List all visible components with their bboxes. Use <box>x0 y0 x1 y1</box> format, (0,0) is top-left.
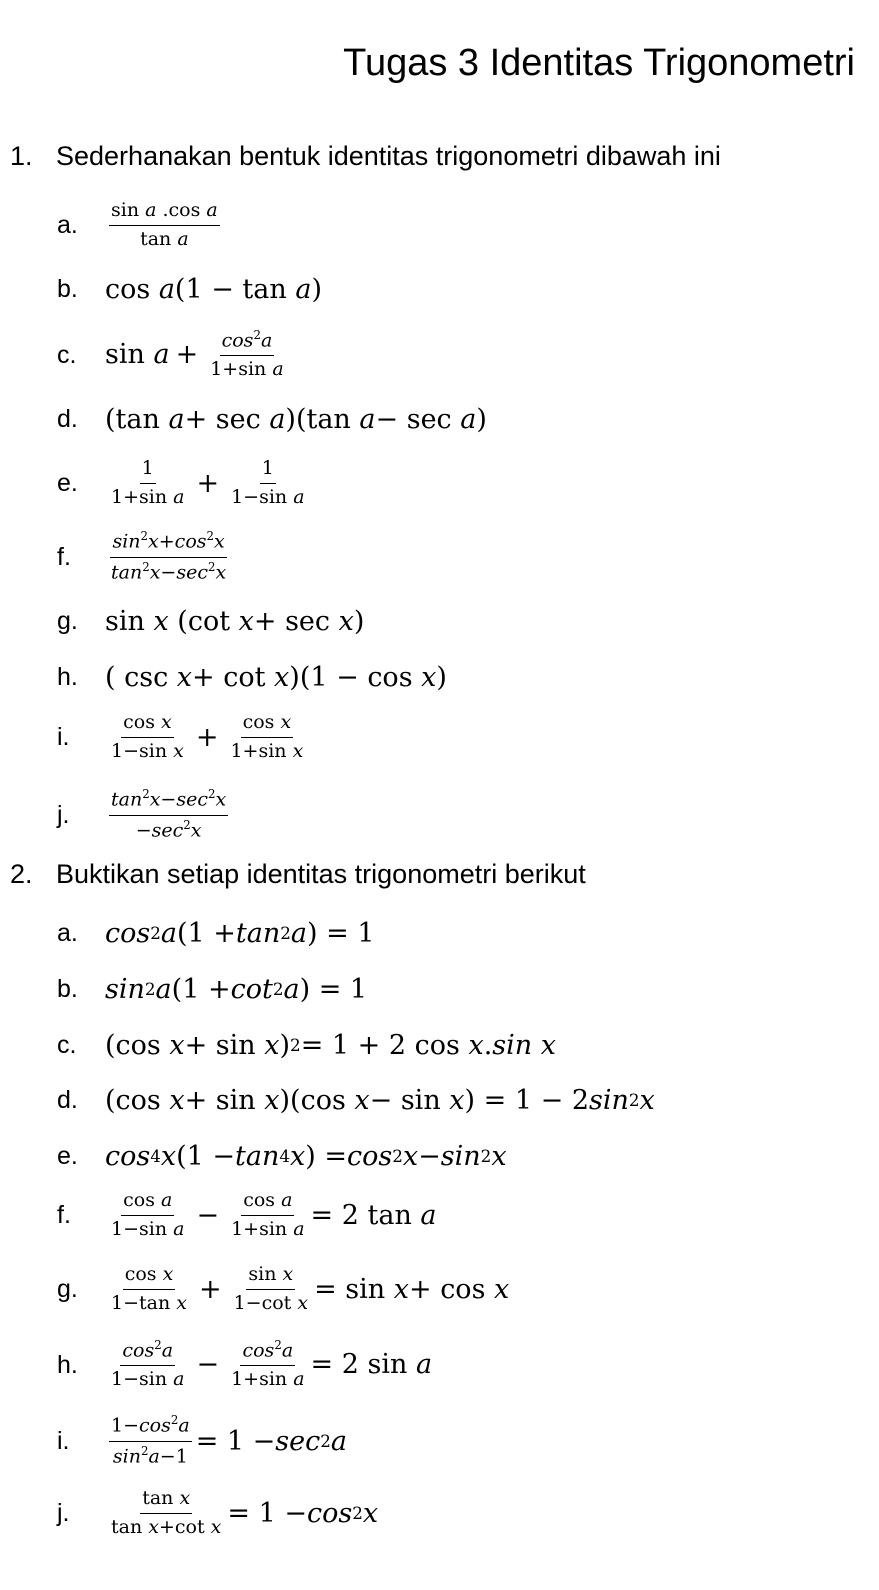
item-label: b. <box>57 274 78 303</box>
problem-1c <box>57 328 290 382</box>
item-label: c. <box>57 1030 77 1059</box>
math-expression: sin x (cot x + sec x ) <box>105 605 365 637</box>
problem-1g <box>57 594 364 648</box>
section-1-heading <box>10 141 721 172</box>
math-expression: cos a (1 − tan a ) <box>105 273 322 305</box>
section-number: 1. <box>10 141 33 171</box>
item-label: j. <box>57 800 70 829</box>
item-label: f. <box>57 542 71 571</box>
math-expression: $\frac{\cos^2a}{\text{1−sin a}}$ − $\frac{\cos^2a}{\text{1+sin a}}$ = 2 sin a <box>111 1337 433 1391</box>
problem-2d <box>57 1073 655 1127</box>
math-expression: $\frac{\sin^2x+\cos^2x}{\tan^2x-\sec^2x}$ <box>111 529 227 583</box>
problem-1f <box>57 530 232 584</box>
item-label: h. <box>57 1350 78 1379</box>
item-label: b. <box>57 974 78 1003</box>
math-expression: (cos x + sin x ) 2 = 1 + 2 cos x . sin x <box>105 1029 556 1061</box>
item-label: a. <box>57 210 78 239</box>
item-label: e. <box>57 1141 78 1170</box>
page-title: Tugas 3 Identitas Trigonometri <box>343 42 855 84</box>
item-label: h. <box>57 662 78 691</box>
math-expression: sin 2 a (1 + cot 2 a ) = 1 <box>105 973 368 1005</box>
math-expression: ( csc x + cot x )(1 − cos x ) <box>105 661 447 693</box>
item-label: g. <box>57 1274 78 1303</box>
math-expression: $\frac{\text{tan x}}{\text{tan x+cot x}}$ = 1 − cos 2 x <box>111 1486 379 1538</box>
item-label: d. <box>57 1085 78 1114</box>
problem-2h <box>57 1338 432 1392</box>
problem-1b <box>57 262 322 316</box>
problem-1e <box>57 456 311 510</box>
problem-1j <box>57 788 232 842</box>
problem-2g <box>57 1262 509 1316</box>
math-expression: (tan a + sec a )(tan a − sec a ) <box>105 403 487 435</box>
problem-2b <box>57 962 367 1016</box>
problem-2j <box>57 1486 378 1540</box>
math-expression: $\frac{\text{cos x}}{\text{1−sin x}}$ + $\frac{\text{cos x}}{\text{1+sin x}}$ <box>111 710 304 762</box>
section-number: 2. <box>10 859 33 889</box>
problem-2c <box>57 1018 556 1072</box>
section-heading-text: Buktikan setiap identitas trigonometri berikut <box>56 859 586 889</box>
item-label: i. <box>57 722 70 751</box>
problem-1i <box>57 710 309 764</box>
section-2-heading <box>10 859 586 890</box>
problem-1a <box>57 198 224 252</box>
math-expression: cos 4 x (1 − tan 4 x ) = cos 2 x − sin 2 x <box>105 1140 507 1172</box>
item-label: c. <box>57 340 77 369</box>
math-expression: $\frac{\tan^2x-\sec^2x}{-\sec^2x}$ <box>111 787 227 841</box>
problem-1h <box>57 650 447 704</box>
problem-2f <box>57 1188 437 1242</box>
math-expression: (cos x + sin x )(cos x − sin x ) = 1 − 2 sin 2 x <box>105 1084 655 1116</box>
math-expression: $\frac{1-\cos^2a}{\sin^2a-1}$ = 1 − sec 2 a <box>111 1413 348 1467</box>
math-expression: cos 2 a (1 + tan 2 a ) = 1 <box>105 917 375 949</box>
problem-1d <box>57 392 487 446</box>
item-label: g. <box>57 606 78 635</box>
math-expression: $\frac{\text{cos a}}{\text{1−sin a}}$ − $\frac{\text{cos a}}{\text{1+sin a}}$ = 2 tan a <box>111 1188 437 1240</box>
problem-2e <box>57 1129 507 1183</box>
math-expression: sin a + $\frac{\cos^2a}{\text{1+sin a}}$ <box>105 327 284 381</box>
problem-2i <box>57 1414 347 1468</box>
math-expression: $\frac{\text{sin a .cos a}}{\text{tan a}}$ <box>111 198 218 250</box>
item-label: a. <box>57 918 78 947</box>
item-label: e. <box>57 468 78 497</box>
item-label: f. <box>57 1200 71 1229</box>
item-label: i. <box>57 1426 70 1455</box>
problem-2a <box>57 906 375 960</box>
item-label: d. <box>57 404 78 433</box>
math-expression: $\frac{\text{cos x}}{\text{1−tan x}}$ + $\frac{\text{sin x}}{\text{1−cot x}}$ = sin x + cos x <box>111 1262 510 1314</box>
section-heading-text: Sederhanakan bentuk identitas trigonometri dibawah ini <box>56 141 721 171</box>
math-expression: $\frac{1}{\text{1+sin a}}$ + $\frac{1}{\text{1−sin a}}$ <box>111 456 305 508</box>
item-label: j. <box>57 1498 70 1527</box>
